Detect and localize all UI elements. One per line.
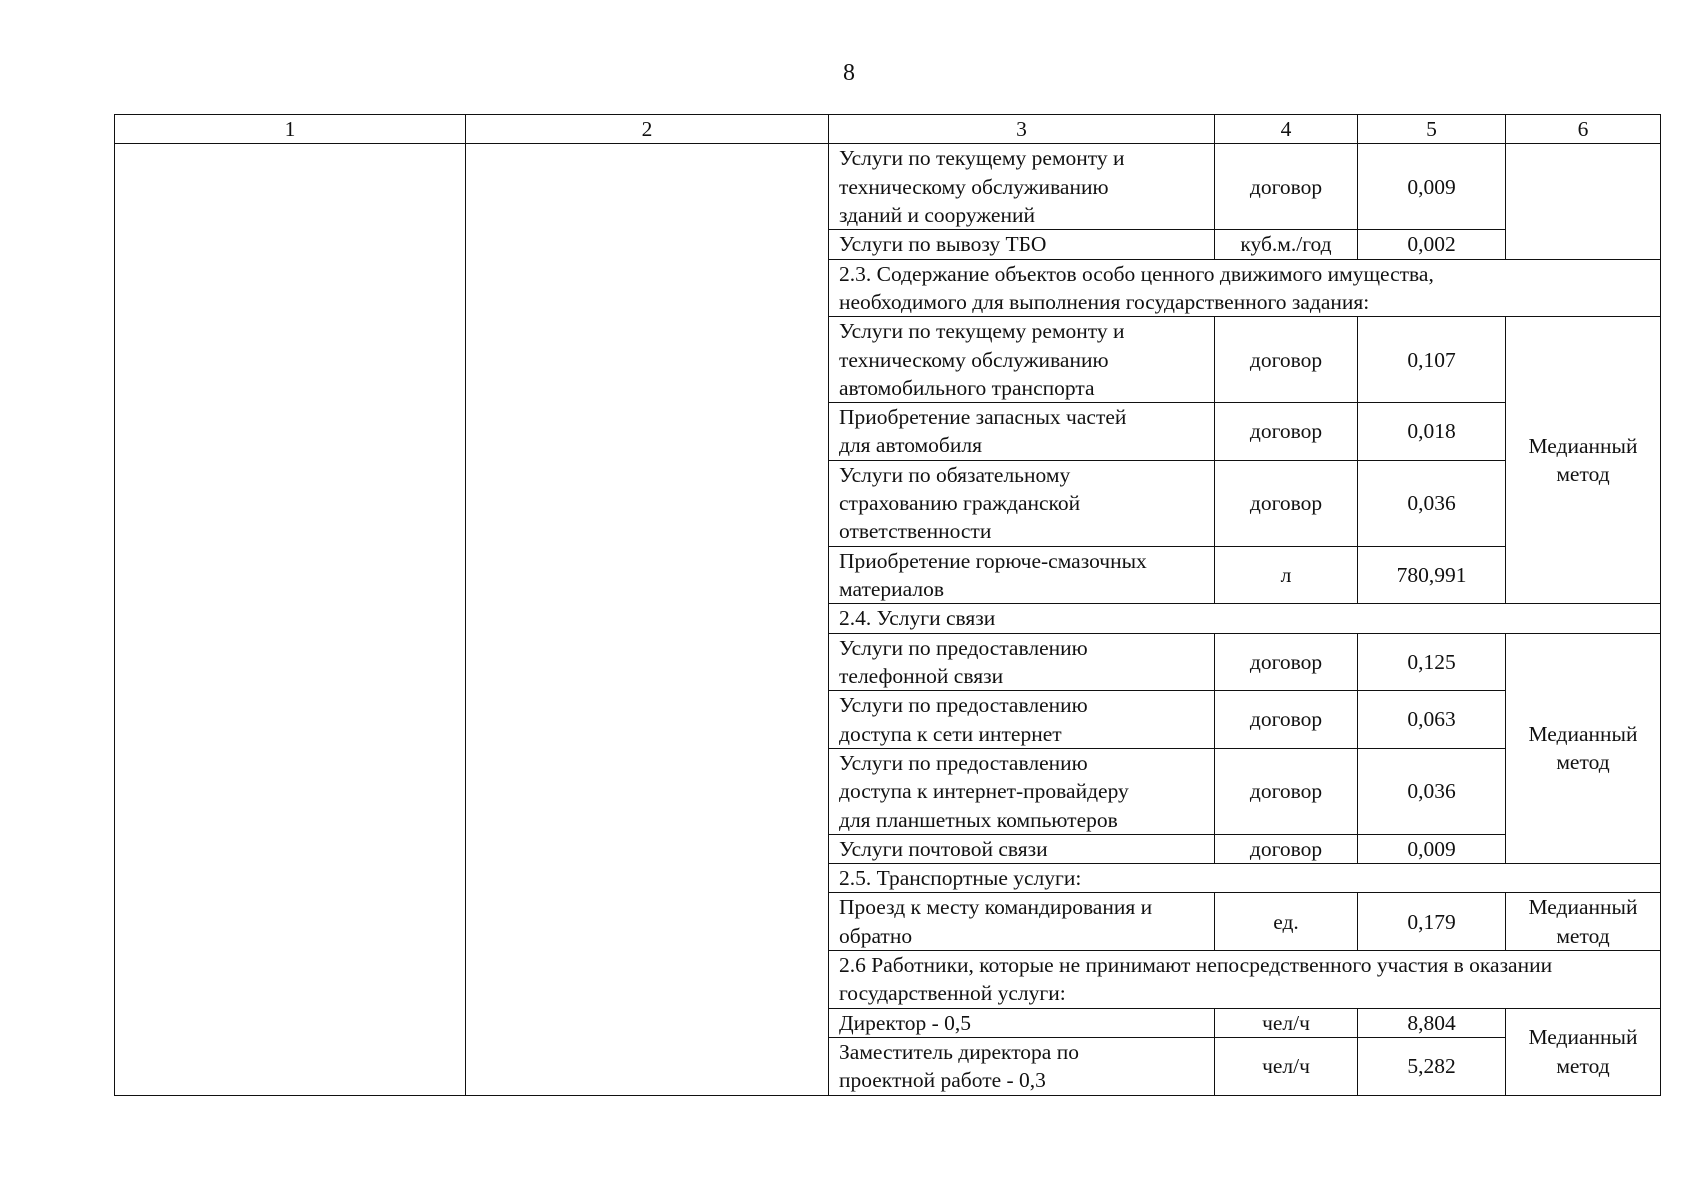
column-header: 6	[1506, 115, 1661, 144]
item-name: Услуги по предоставлению доступа к сети интернет	[829, 691, 1215, 749]
method-cell: Медианный метод	[1506, 633, 1661, 863]
column-1-cell-empty	[115, 144, 466, 1095]
section-heading: 2.4. Услуги связи	[829, 604, 1661, 633]
value-cell: 780,991	[1358, 546, 1506, 604]
page-number: 8	[843, 60, 855, 86]
value-cell: 0,063	[1358, 691, 1506, 749]
value-cell: 8,804	[1358, 1008, 1506, 1037]
item-name: Услуги почтовой связи	[829, 834, 1215, 863]
item-name: Заместитель директора по проектной работе - 0,3	[829, 1037, 1215, 1095]
column-header: 3	[829, 115, 1215, 144]
item-name: Услуги по текущему ремонту и техническому обслуживанию зданий и сооружений	[829, 144, 1215, 230]
value-cell: 0,036	[1358, 460, 1506, 546]
column-header: 5	[1358, 115, 1506, 144]
item-name: Директор - 0,5	[829, 1008, 1215, 1037]
unit-cell: чел/ч	[1215, 1037, 1358, 1095]
item-name: Услуги по предоставлению доступа к интернет-провайдеру для планшетных компьютеров	[829, 748, 1215, 834]
table-header-row	[115, 115, 1661, 144]
value-cell: 0,036	[1358, 748, 1506, 834]
item-name: Услуги по текущему ремонту и техническому обслуживанию автомобильного транспорта	[829, 317, 1215, 403]
value-cell: 5,282	[1358, 1037, 1506, 1095]
unit-cell: договор	[1215, 748, 1358, 834]
unit-cell: чел/ч	[1215, 1008, 1358, 1037]
unit-cell: договор	[1215, 834, 1358, 863]
item-name: Приобретение запасных частей для автомобиля	[829, 403, 1215, 461]
value-cell: 0,125	[1358, 633, 1506, 691]
value-cell: 0,002	[1358, 230, 1506, 259]
value-cell: 0,018	[1358, 403, 1506, 461]
item-name: Услуги по обязательному страхованию гражданской ответственности	[829, 460, 1215, 546]
unit-cell: куб.м./год	[1215, 230, 1358, 259]
unit-cell: л	[1215, 546, 1358, 604]
column-header: 2	[466, 115, 829, 144]
unit-cell: договор	[1215, 317, 1358, 403]
method-cell: Медианный метод	[1506, 1008, 1661, 1095]
table-row	[115, 144, 1661, 230]
norms-table	[114, 114, 1661, 1096]
section-heading: 2.3. Содержание объектов особо ценного движимого имущества, необходимого для выполнения государственного задания:	[829, 259, 1661, 317]
section-heading: 2.5. Транспортные услуги:	[829, 864, 1661, 893]
column-header: 4	[1215, 115, 1358, 144]
unit-cell: договор	[1215, 691, 1358, 749]
method-cell-empty	[1506, 144, 1661, 259]
method-cell: Медианный метод	[1506, 893, 1661, 951]
unit-cell: договор	[1215, 460, 1358, 546]
item-name: Приобретение горюче-смазочных материалов	[829, 546, 1215, 604]
unit-cell: договор	[1215, 144, 1358, 230]
method-cell: Медианный метод	[1506, 317, 1661, 604]
item-name: Услуги по предоставлению телефонной связи	[829, 633, 1215, 691]
column-2-cell-empty	[466, 144, 829, 1095]
unit-cell: договор	[1215, 403, 1358, 461]
value-cell: 0,179	[1358, 893, 1506, 951]
unit-cell: ед.	[1215, 893, 1358, 951]
item-name: Проезд к месту командирования и обратно	[829, 893, 1215, 951]
item-name: Услуги по вывозу ТБО	[829, 230, 1215, 259]
value-cell: 0,009	[1358, 834, 1506, 863]
value-cell: 0,107	[1358, 317, 1506, 403]
section-heading: 2.6 Работники, которые не принимают непосредственного участия в оказании государственной услуги:	[829, 951, 1661, 1009]
value-cell: 0,009	[1358, 144, 1506, 230]
column-header: 1	[115, 115, 466, 144]
unit-cell: договор	[1215, 633, 1358, 691]
